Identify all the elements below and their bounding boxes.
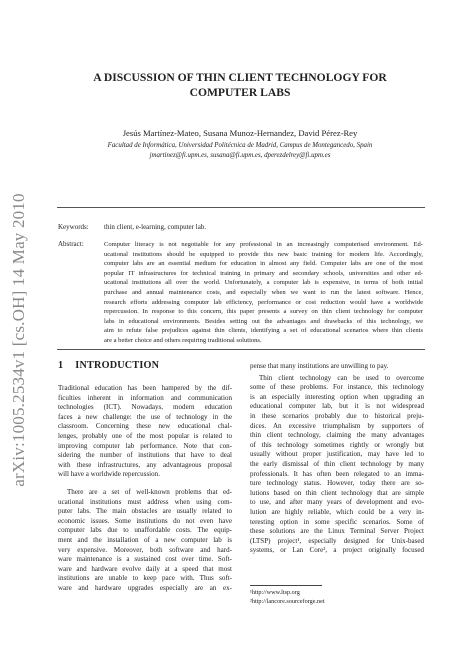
body-line: ment and the installation of a new computer lab is xyxy=(58,535,232,544)
arxiv-sidebar-stamp xyxy=(6,180,32,500)
body-line: will have a worldwide repercussion. xyxy=(58,470,160,479)
body-line: in these scenarios probably due to historical preju- xyxy=(250,411,424,420)
body-line: ture technology status. However, today there are so- xyxy=(250,479,424,488)
body-line: is an especially interesting option when upgrading an xyxy=(250,392,424,401)
keywords-label: Keywords: xyxy=(58,223,89,231)
body-line: Traditional education has been hampered by the dif- xyxy=(58,384,232,392)
authors: Jesús Martínez-Mateo, Susana Munoz-Hernandez, David Pérez-Rey xyxy=(122,128,358,138)
abstract-line: are a better choice and others requiring traditional solutions. xyxy=(104,336,262,344)
section-title: INTRODUCTION xyxy=(75,360,160,371)
body-line: sidering the number of institutions that have to deal xyxy=(58,451,232,460)
paper-title xyxy=(60,70,420,100)
abstract-line: research efforts addressing computer lab efficiency, performance or cost reduction would have a worldwide xyxy=(104,298,423,306)
abstract-line: ucational institutions all over the world. Unfortunately, a computer lab is expensive, in terms of both initial xyxy=(104,279,423,287)
footnote-lancore-link[interactable]: ²http://lancore.sourceforge.net xyxy=(250,598,325,605)
abstract-line: Computer literacy is not negotiable for any professional in an increasingly computerised environment. Ed- xyxy=(104,241,423,248)
body-line: teresting option in some specific scenarios. Some of xyxy=(250,517,424,526)
footnote-rule xyxy=(250,585,322,586)
abstract-line: purchase and annual maintenance costs, and especially when we want to run the latest software. Hence, xyxy=(104,288,423,296)
body-line: pense that many institutions are unwilling to pay. xyxy=(250,362,389,370)
body-line: ficulties inherent in information and communication xyxy=(58,393,232,402)
body-line: ware maintenance is a sustained cost over time. Soft- xyxy=(58,555,232,564)
keywords-text: thin client, e-learning, computer lab. xyxy=(104,223,207,231)
abstract-line: aim to refute false prejudices against thin clients, identifying a set of educational scenarios where thin clients xyxy=(104,327,423,335)
body-line: systems, or Lan Core², a project originally focused xyxy=(250,546,424,555)
body-line: usually without proper justification, may have led to xyxy=(250,450,424,459)
body-line: some of these problems. For instance, this technology xyxy=(250,383,424,392)
body-line: very expensive. Moreover, both software and hard- xyxy=(58,545,232,554)
section-heading xyxy=(58,360,159,371)
body-line: educational computer lab, but it is not widespread xyxy=(250,402,424,411)
affiliation-line-1: Facultad de Informática, Universidad Politécnica de Madrid, Campus de Montegancedo, Spain xyxy=(107,142,373,149)
body-line: ucational institutions must address when using com- xyxy=(58,497,232,506)
body-line: computer labs due to unaffordable costs. The equip- xyxy=(58,526,232,535)
abstract-line: computer labs are an essential medium for education in almost any field. Computer labs are one of the most xyxy=(104,260,423,268)
body-line: economic issues. Some institutions do not even have xyxy=(58,516,232,525)
abstract-line: ucational institutions should be equipped to provide this new basic training for modern life. Accordingly, xyxy=(104,250,423,258)
abstract-line: popular IT infrastructures for technical training in primary and secondary schools, universities and other ed- xyxy=(104,269,423,277)
body-line: to use, and after many years of development and evo- xyxy=(250,498,424,507)
footnote-ltsp-link[interactable]: ¹http://www.ltsp.org xyxy=(250,589,300,596)
body-line: There are a set of well-known problems that ed- xyxy=(67,487,232,496)
affiliation xyxy=(60,141,420,160)
affiliation-emails: jmartinez@fi.upm.es, susana@fi.upm.es, dperezdelrey@fi.upm.es xyxy=(149,151,331,159)
body-line: ware and hardware evolve daily at a speed that most xyxy=(58,564,232,573)
left-column xyxy=(58,384,232,593)
abstract-line: labs in educational environments. Besides setting out the advantages and drawbacks of this technology, we xyxy=(104,317,423,325)
body-line: thin client technology, claiming the many advantages xyxy=(250,431,424,440)
body-line: faces a new challenge: the use of technology in the xyxy=(58,412,232,421)
body-line: Thin client technology can be used to overcome xyxy=(259,373,424,382)
body-line: technologies (ICT). Nowadays, modern education xyxy=(58,403,232,412)
body-line: lutions based on thin client technology that are simple xyxy=(250,488,424,497)
abstract-line: repercussion. In response to this concern, this paper presents a survey on thin client technology for computer xyxy=(104,308,423,316)
body-line: puter labs. The main obstacles are usually related to xyxy=(58,507,232,516)
body-line: the early dismissal of thin client technology by many xyxy=(250,459,424,468)
body-line: lution are highly reliable, which could be a very in- xyxy=(250,507,424,516)
divider-top xyxy=(57,207,425,208)
body-line: classroom. Concerning these new educational chal- xyxy=(58,422,232,431)
body-line: improving computer lab performance. Note that con- xyxy=(58,441,232,450)
body-line: professionals. It has often been relegated to an imma- xyxy=(250,469,424,478)
title-line-2: COMPUTER LABS xyxy=(189,86,291,99)
divider-bottom xyxy=(57,349,425,350)
section-number: 1 xyxy=(58,360,64,371)
body-line: (LTSP) project¹, especially designed for Unix-based xyxy=(250,536,424,545)
body-line: with these infrastructures, any advantageous proposal xyxy=(58,460,232,469)
body-line: of this technology sometimes rightly or wrongly but xyxy=(250,440,424,449)
title-line-1: A DISCUSSION OF THIN CLIENT TECHNOLOGY FOR xyxy=(93,71,387,84)
body-line: lenges, probably one of the most popular is related to xyxy=(58,431,232,440)
body-line: institutions are unable to keep pace with. Thus soft- xyxy=(58,574,232,583)
body-line: these solutions are the Linux Terminal Server Project xyxy=(250,527,424,536)
body-line: dices. An excessive triumphalism by supporters of xyxy=(250,421,424,430)
abstract-body xyxy=(104,240,423,346)
right-column xyxy=(250,362,424,556)
abstract-label: Abstract: xyxy=(58,240,84,248)
arxiv-id: arXiv:1005.2534v1 [cs.OH] 14 May 2010 xyxy=(9,193,28,487)
body-line: ware and hardware upgrades especially are an ex- xyxy=(58,583,232,592)
